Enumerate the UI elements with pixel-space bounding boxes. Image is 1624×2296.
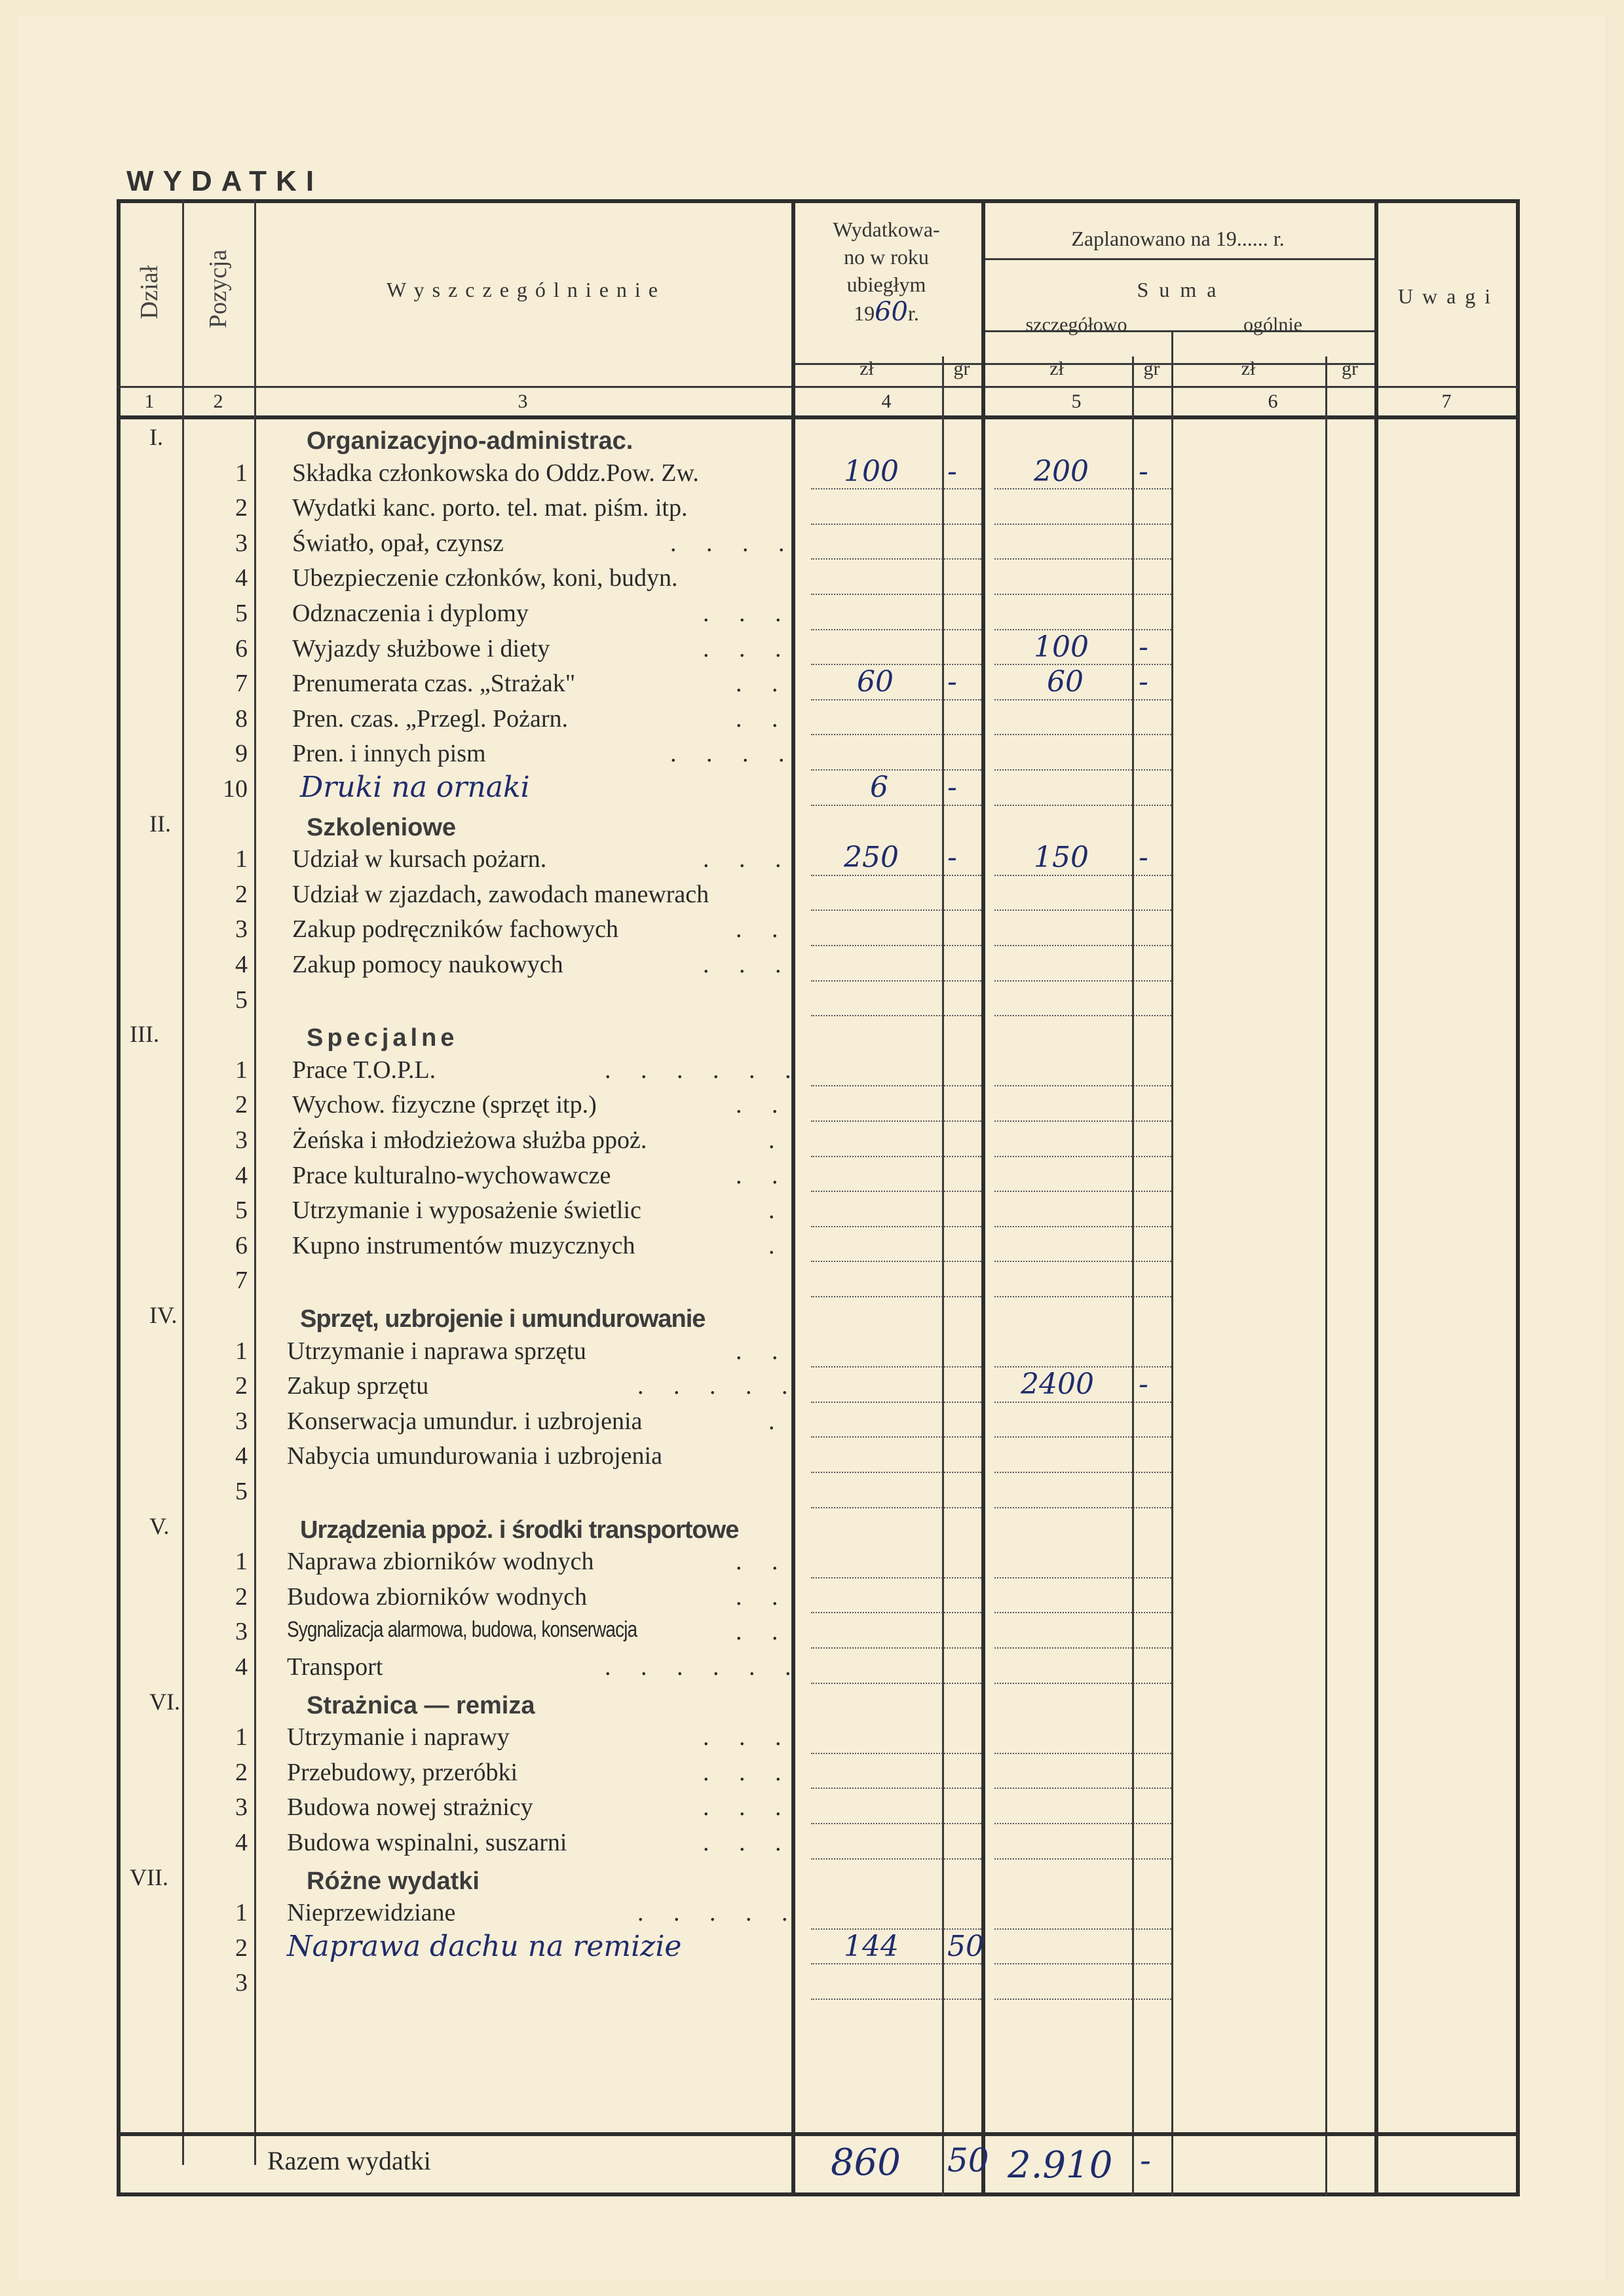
row-description: Żeńska i młodzieżowa służba ppoż. — [292, 1126, 647, 1154]
header-prev-zl: zł — [859, 358, 874, 379]
section-title: Strażnica — remiza — [307, 1691, 535, 1719]
row-number: 7 — [235, 670, 248, 698]
row-description: Prace kulturalno-wychowawcze — [292, 1161, 611, 1189]
prev-year-gr: - — [947, 771, 957, 804]
row-number: 5 — [235, 1478, 248, 1505]
section-title: Urządzenia ppoż. i środki transportowe — [300, 1516, 739, 1544]
planned-detail-gr: - — [1139, 841, 1148, 875]
header-prev-year-line — [791, 298, 981, 327]
row-number: 2 — [235, 880, 248, 908]
planned-detail-zl: 2400 — [1021, 1368, 1094, 1402]
header-planned: Zaplanowano na 19...... r. — [1071, 227, 1285, 250]
row-description: Zakup sprzętu — [287, 1372, 429, 1400]
section-title: Sprzęt, uzbrojenie i umundurowanie — [300, 1305, 706, 1333]
section-title: Specjalne — [307, 1024, 459, 1052]
row-number: 4 — [235, 1653, 248, 1681]
prev-amount-dots — [811, 1683, 981, 1684]
colnum-4: 4 — [881, 391, 892, 412]
row-leader-dots: . . . . . . — [605, 1653, 803, 1681]
col-divider-detail-gr — [1132, 356, 1134, 2196]
row-description: Udział w zjazdach, zawodach manewrach — [292, 880, 709, 908]
row-description: Nieprzewidziane — [287, 1899, 456, 1927]
total-prev-gr: 50 — [947, 2141, 989, 2179]
row-description: Odznaczenia i dyplomy — [292, 600, 529, 627]
row-leader-dots: . . — [736, 915, 790, 944]
row-leader-dots: . . — [736, 1161, 790, 1189]
row-description: Prace T.O.P.L. — [292, 1056, 436, 1084]
prev-amount-dots — [811, 734, 981, 735]
section-number: IV. — [149, 1302, 178, 1328]
row-number: 1 — [235, 845, 248, 873]
table-bottom-border — [117, 2192, 1519, 2196]
detail-amount-dots — [994, 1788, 1171, 1789]
prev-amount-dots — [811, 629, 981, 630]
header-prev-gr: gr — [953, 358, 970, 379]
detail-amount-dots — [994, 945, 1171, 946]
row-description: Utrzymanie i wyposażenie świetlic — [292, 1196, 641, 1225]
col-divider-prev — [981, 199, 985, 2196]
row-leader-dots: . — [768, 1407, 787, 1435]
header-description: W y s z c z e g ó l n i e n i e — [387, 278, 659, 301]
prev-amount-dots — [811, 1963, 981, 1964]
detail-amount-dots — [994, 594, 1171, 595]
prev-year-gr: - — [947, 454, 957, 488]
section-title: Szkoleniowe — [307, 813, 457, 841]
header-bottom-line — [117, 386, 1519, 388]
row-leader-dots: . — [768, 1196, 787, 1225]
colnum-3: 3 — [518, 391, 528, 412]
detail-amount-dots — [994, 1156, 1171, 1157]
row-number: 4 — [235, 564, 248, 592]
header-prev-year-suffix: r. — [908, 301, 919, 325]
section-title: Organizacyjno-administrac. — [307, 427, 633, 455]
prev-amount-dots — [811, 1823, 981, 1824]
row-description: Pren. i innych pism — [292, 740, 486, 768]
prev-amount-dots — [811, 875, 981, 876]
planned-detail-zl: 100 — [1034, 630, 1089, 664]
detail-amount-dots — [994, 558, 1171, 560]
col-divider-prev-gr — [942, 356, 944, 2196]
table-top-border — [117, 199, 1519, 203]
detail-amount-dots — [994, 699, 1171, 700]
row-leader-dots: . . — [736, 1091, 790, 1119]
row-number: 2 — [235, 1758, 248, 1786]
row-number: 1 — [235, 459, 248, 487]
planned-detail-gr: - — [1139, 630, 1148, 664]
prev-amount-dots — [811, 1296, 981, 1297]
row-number: 3 — [235, 529, 248, 557]
planned-underline — [981, 258, 1374, 260]
planned-detail-gr: - — [1139, 454, 1148, 488]
prev-year-zl: 250 — [844, 841, 899, 875]
section-number: II. — [149, 810, 171, 837]
colnum-1: 1 — [144, 391, 155, 412]
detail-amount-dots — [994, 1753, 1171, 1754]
row-description: Przebudowy, przeróbki — [287, 1758, 518, 1786]
colnum-6: 6 — [1268, 391, 1278, 412]
row-leader-dots: . — [768, 1126, 787, 1154]
prev-amount-dots — [811, 1120, 981, 1122]
prev-amount-dots — [811, 1788, 981, 1789]
prev-amount-dots — [811, 1085, 981, 1086]
header-prev-year-prefix: 19 — [854, 301, 875, 325]
col-divider-general-gr — [1325, 356, 1327, 2196]
prev-amount-dots — [811, 699, 981, 700]
prev-amount-dots — [811, 524, 981, 525]
prev-amount-dots — [811, 1858, 981, 1860]
prev-amount-dots — [811, 1156, 981, 1157]
section-number: VI. — [149, 1688, 180, 1715]
section-number: V. — [149, 1512, 170, 1539]
prev-amount-dots — [811, 909, 981, 911]
table-right-border — [1516, 199, 1520, 2196]
planned-detail-zl: 200 — [1034, 454, 1089, 488]
detail-amount-dots — [994, 1436, 1171, 1438]
row-description: Zakup podręczników fachowych — [292, 915, 619, 944]
document-sheet — [18, 16, 1605, 2280]
row-description: Udział w kursach pożarn. — [292, 845, 547, 873]
prev-amount-dots — [811, 945, 981, 946]
section-title: Różne wydatki — [307, 1867, 480, 1895]
planned-detail-zl: 150 — [1034, 841, 1089, 875]
header-prev-year-handwritten: 60 — [875, 297, 908, 327]
prev-amount-dots — [811, 980, 981, 982]
header-general: ogólnie — [1243, 314, 1302, 335]
prev-year-gr: 50 — [947, 1929, 984, 1963]
detail-amount-dots — [994, 1823, 1171, 1824]
prev-amount-dots — [811, 805, 981, 806]
row-number: 2 — [235, 1372, 248, 1400]
prev-amount-dots — [811, 1436, 981, 1438]
detail-amount-dots — [994, 1120, 1171, 1122]
row-leader-dots: . . . — [703, 600, 793, 627]
prev-amount-dots — [811, 1472, 981, 1473]
row-leader-dots: . . . — [703, 845, 793, 873]
row-number: 3 — [235, 1618, 248, 1646]
total-top-line — [117, 2132, 1519, 2136]
detail-amount-dots — [994, 1402, 1171, 1403]
detail-amount-dots — [994, 488, 1171, 489]
row-number: 2 — [235, 494, 248, 522]
row-number: 2 — [235, 1934, 248, 1962]
row-leader-dots: . . — [736, 1582, 790, 1611]
row-leader-dots: . . . . . . — [605, 1056, 803, 1084]
prev-amount-dots — [811, 1191, 981, 1192]
detail-amount-dots — [994, 1612, 1171, 1613]
row-description: Wychow. fizyczne (sprzęt itp.) — [292, 1091, 597, 1119]
row-number: 2 — [235, 1582, 248, 1611]
detail-amount-dots — [994, 1963, 1171, 1964]
row-leader-dots: . . . — [703, 1793, 793, 1822]
row-leader-dots: . . . . . — [637, 1372, 800, 1400]
prev-amount-dots — [811, 1226, 981, 1227]
col-divider-detail — [1171, 330, 1173, 2196]
row-description: Wyjazdy służbowe i diety — [292, 634, 550, 662]
row-number: 1 — [235, 1548, 248, 1576]
prev-amount-dots — [811, 1647, 981, 1649]
prev-year-zl: 6 — [870, 771, 888, 804]
header-suma: S u m a — [1137, 278, 1219, 301]
prev-year-zl: 100 — [844, 454, 899, 488]
row-leader-dots: . . — [736, 1548, 790, 1576]
row-number: 7 — [235, 1267, 248, 1295]
row-description: Nabycia umundurowania i uzbrojenia — [287, 1442, 662, 1470]
row-number: 4 — [235, 1829, 248, 1856]
header-detail: szczegółowo — [1025, 314, 1127, 335]
row-leader-dots: . — [768, 1231, 787, 1259]
detail-amount-dots — [994, 524, 1171, 525]
row-description: Konserwacja umundur. i uzbrojenia — [287, 1407, 643, 1435]
detail-amount-dots — [994, 1296, 1171, 1297]
prev-amount-dots — [811, 1612, 981, 1613]
row-leader-dots: . . — [736, 1337, 790, 1365]
detail-amount-dots — [994, 1085, 1171, 1086]
row-description: Zakup pomocy naukowych — [292, 951, 563, 978]
row-number: 3 — [235, 1969, 248, 1997]
row-description: Budowa zbiorników wodnych — [287, 1582, 588, 1611]
row-number: 2 — [235, 1091, 248, 1119]
header-detail-gr: gr — [1143, 358, 1160, 379]
row-leader-dots: . . — [736, 1618, 790, 1646]
row-number: 4 — [235, 1442, 248, 1470]
detail-amount-dots — [994, 1261, 1171, 1262]
detail-amount-dots — [994, 1015, 1171, 1016]
header-prev-line3: ubiegłym — [846, 273, 926, 296]
detail-amount-dots — [994, 734, 1171, 735]
header-general-gr: gr — [1342, 358, 1358, 379]
detail-amount-dots — [994, 1647, 1171, 1649]
row-description-handwritten: Druki na ornaki — [300, 771, 530, 804]
row-description: Pren. czas. „Przegl. Pożarn. — [292, 704, 569, 733]
row-leader-dots: . . . — [703, 951, 793, 978]
col-divider-general — [1374, 199, 1378, 2196]
detail-amount-dots — [994, 1507, 1171, 1508]
header-dzial: Dział — [136, 265, 163, 320]
row-number: 6 — [235, 1231, 248, 1259]
section-number: I. — [149, 424, 163, 450]
row-number: 8 — [235, 704, 248, 733]
detail-amount-dots — [994, 805, 1171, 806]
colnum-2: 2 — [213, 391, 223, 412]
section-number: III. — [130, 1021, 159, 1048]
row-leader-dots: . . . . — [670, 529, 797, 557]
row-number: 5 — [235, 1196, 248, 1225]
header-prev-year — [791, 216, 981, 327]
prev-amount-dots — [811, 1577, 981, 1578]
total-label: Razem wydatki — [267, 2146, 431, 2175]
header-general-zl: zł — [1241, 358, 1256, 379]
row-leader-dots: . . . — [703, 1829, 793, 1856]
row-number: 5 — [235, 600, 248, 627]
col-divider-desc — [791, 199, 795, 2196]
detail-amount-dots — [994, 909, 1171, 911]
row-description: Utrzymanie i naprawa sprzętu — [287, 1337, 586, 1365]
table-left-border — [117, 199, 121, 2196]
total-detail-zl: 2.910 — [1008, 2144, 1113, 2187]
detail-amount-dots — [994, 769, 1171, 771]
detail-amount-dots — [994, 1683, 1171, 1684]
planned-detail-gr: - — [1139, 665, 1148, 699]
row-number: 1 — [235, 1337, 248, 1365]
header-prev-line1: Wydatkowa- — [833, 218, 940, 241]
row-description-handwritten: Naprawa dachu na remizie — [287, 1929, 682, 1963]
row-leader-dots: . . — [736, 670, 790, 698]
detail-amount-dots — [994, 1999, 1171, 2000]
row-number: 3 — [235, 1793, 248, 1822]
row-number: 1 — [235, 1723, 248, 1751]
row-description: Prenumerata czas. „Strażak" — [292, 670, 576, 698]
row-leader-dots: . . . . — [670, 740, 797, 768]
prev-year-gr: - — [947, 665, 957, 699]
col-divider-dzial — [182, 199, 184, 2165]
row-description: Światło, opał, czynsz — [292, 529, 504, 557]
header-detail-zl: zł — [1049, 358, 1064, 379]
detail-amount-dots — [994, 980, 1171, 982]
prev-year-zl: 60 — [857, 665, 894, 699]
colnum-5: 5 — [1071, 391, 1082, 412]
prev-amount-dots — [811, 1753, 981, 1754]
prev-year-zl: 144 — [844, 1929, 899, 1963]
row-leader-dots: . . . . . — [637, 1899, 800, 1927]
detail-amount-dots — [994, 875, 1171, 876]
row-number: 3 — [235, 1126, 248, 1154]
colnum-bottom-line — [117, 415, 1519, 419]
prev-amount-dots — [811, 558, 981, 560]
row-leader-dots: . . . — [703, 1723, 793, 1751]
row-number: 4 — [235, 1161, 248, 1189]
row-description: Składka członkowska do Oddz.Pow. Zw. — [292, 459, 699, 487]
header-prev-line2: no w roku — [844, 245, 929, 269]
prev-amount-dots — [811, 1366, 981, 1368]
row-leader-dots: . . . — [703, 1758, 793, 1786]
row-number: 1 — [235, 1899, 248, 1927]
prev-amount-dots — [811, 1999, 981, 2000]
row-number: 1 — [235, 1056, 248, 1084]
detail-amount-dots — [994, 1928, 1171, 1930]
row-number: 3 — [235, 915, 248, 944]
planned-detail-gr: - — [1139, 1368, 1148, 1402]
col-divider-pozycja — [254, 199, 256, 2165]
planned-detail-zl: 60 — [1047, 665, 1084, 699]
row-number: 4 — [235, 951, 248, 978]
header-pozycja: Pozycja — [204, 249, 232, 328]
prev-amount-dots — [811, 1507, 981, 1508]
detail-amount-dots — [994, 1191, 1171, 1192]
row-number: 10 — [223, 775, 248, 803]
header-remarks: U w a g i — [1397, 284, 1493, 308]
prev-amount-dots — [811, 1015, 981, 1016]
row-description: Naprawa zbiorników wodnych — [287, 1548, 594, 1576]
page-title: WYDATKI — [126, 165, 324, 197]
row-description: Wydatki kanc. porto. tel. mat. piśm. itp. — [292, 494, 688, 522]
row-number: 5 — [235, 985, 248, 1014]
row-leader-dots: . . — [736, 704, 790, 733]
detail-amount-dots — [994, 1858, 1171, 1860]
row-description: Sygnalizacja alarmowa, budowa, konserwacja — [287, 1617, 637, 1643]
colnum-7: 7 — [1441, 391, 1452, 412]
row-description: Kupno instrumentów muzycznych — [292, 1231, 635, 1259]
prev-amount-dots — [811, 1402, 981, 1403]
row-number: 9 — [235, 740, 248, 768]
row-description: Budowa wspinalni, suszarni — [287, 1829, 567, 1856]
total-detail-gr: - — [1140, 2141, 1151, 2179]
total-prev-zl: 860 — [831, 2141, 901, 2184]
prev-amount-dots — [811, 488, 981, 489]
row-description: Ubezpieczenie członków, koni, budyn. — [292, 564, 678, 592]
row-leader-dots: . . . — [703, 634, 793, 662]
row-description: Utrzymanie i naprawy — [287, 1723, 510, 1751]
detail-amount-dots — [994, 1577, 1171, 1578]
row-number: 3 — [235, 1407, 248, 1435]
row-description: Transport — [287, 1653, 383, 1681]
prev-amount-dots — [811, 594, 981, 595]
section-number: VII. — [130, 1864, 168, 1890]
prev-amount-dots — [811, 1261, 981, 1262]
detail-amount-dots — [994, 1226, 1171, 1227]
detail-amount-dots — [994, 1472, 1171, 1473]
row-number: 6 — [235, 634, 248, 662]
prev-year-gr: - — [947, 841, 957, 875]
row-description: Budowa nowej strażnicy — [287, 1793, 533, 1822]
